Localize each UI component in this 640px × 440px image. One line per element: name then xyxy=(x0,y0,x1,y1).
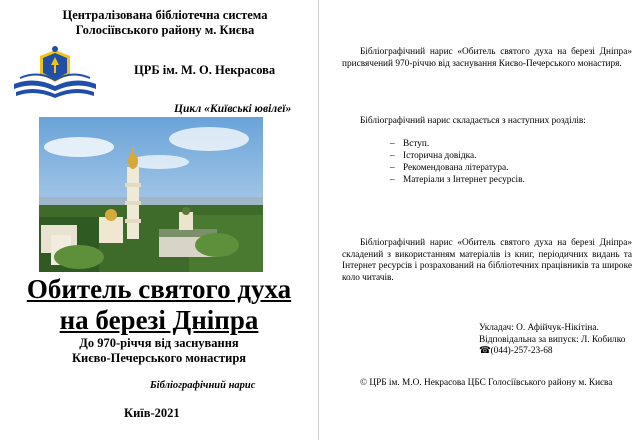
section-label: Рекомендована література. xyxy=(403,163,509,173)
lavra-panorama-photo xyxy=(39,117,263,272)
title-line: Обитель святого духа xyxy=(26,274,292,304)
section-label: Історична довідка. xyxy=(403,151,477,161)
document-subtitle xyxy=(0,336,318,366)
section-label: Матеріали з Інтернет ресурсів. xyxy=(403,175,525,185)
list-item: – Рекомендована література. xyxy=(390,163,509,173)
list-item: – Вступ. xyxy=(390,139,430,149)
library-logo-book-shield-icon xyxy=(10,40,100,102)
sections-intro xyxy=(342,116,632,128)
header-line: Голосіївського району м. Києва xyxy=(75,23,255,37)
sections-intro-text: Бібліографічний нарис складається з наступних розділів: xyxy=(360,116,586,126)
list-item: – Матеріали з Інтернет ресурсів. xyxy=(390,175,525,185)
city-year: Київ-2021 xyxy=(124,406,180,420)
document-title xyxy=(0,274,318,336)
title-line: на березі Дніпра xyxy=(59,305,259,335)
right-page xyxy=(319,0,640,440)
cycle-label: Цикл «Київські ювілеї» xyxy=(174,103,292,115)
composition-paragraph xyxy=(342,238,632,284)
header-line: Централізована бібліотечна система xyxy=(62,8,268,22)
sections-list xyxy=(390,138,525,186)
compiler-line: Укладач: О. Афійчук-Нікітіна. xyxy=(479,323,599,333)
intro-text: Бібліографічний нарис «Обитель святого духа на березі Дніпра» присвячений 970-річчю від заснування Києво-Печерського монастиря. xyxy=(342,47,632,69)
library-name: ЦРБ ім. М. О. Некрасова xyxy=(134,63,276,77)
subtitle-line: Києво-Печерського монастиря xyxy=(71,351,247,365)
list-item: – Історична довідка. xyxy=(390,151,477,161)
composition-text: Бібліографічний нарис «Обитель святого духа на березі Дніпра» складений з використанням матеріалів із книг, періодичних видань та Інтернет ресурсів і розрахований на бібліотечних працівників та широке коло читачів. xyxy=(342,238,632,283)
responsible-line: Відповідальна за випуск: Л. Кобилко xyxy=(479,334,626,345)
phone-line: ☎(044)-257-23-68 xyxy=(479,346,553,356)
intro-paragraph xyxy=(342,47,632,70)
left-page xyxy=(0,0,318,440)
genre-label: Бібліографічний нарис xyxy=(150,380,256,391)
library-system-header xyxy=(40,8,290,38)
credits-block xyxy=(479,323,625,358)
section-label: Вступ. xyxy=(403,139,430,149)
copyright-notice: © ЦРБ ім. М.О. Некрасова ЦБС Голосіївського району м. Києва xyxy=(360,378,613,388)
subtitle-line: До 970-річчя від заснування xyxy=(79,336,239,350)
